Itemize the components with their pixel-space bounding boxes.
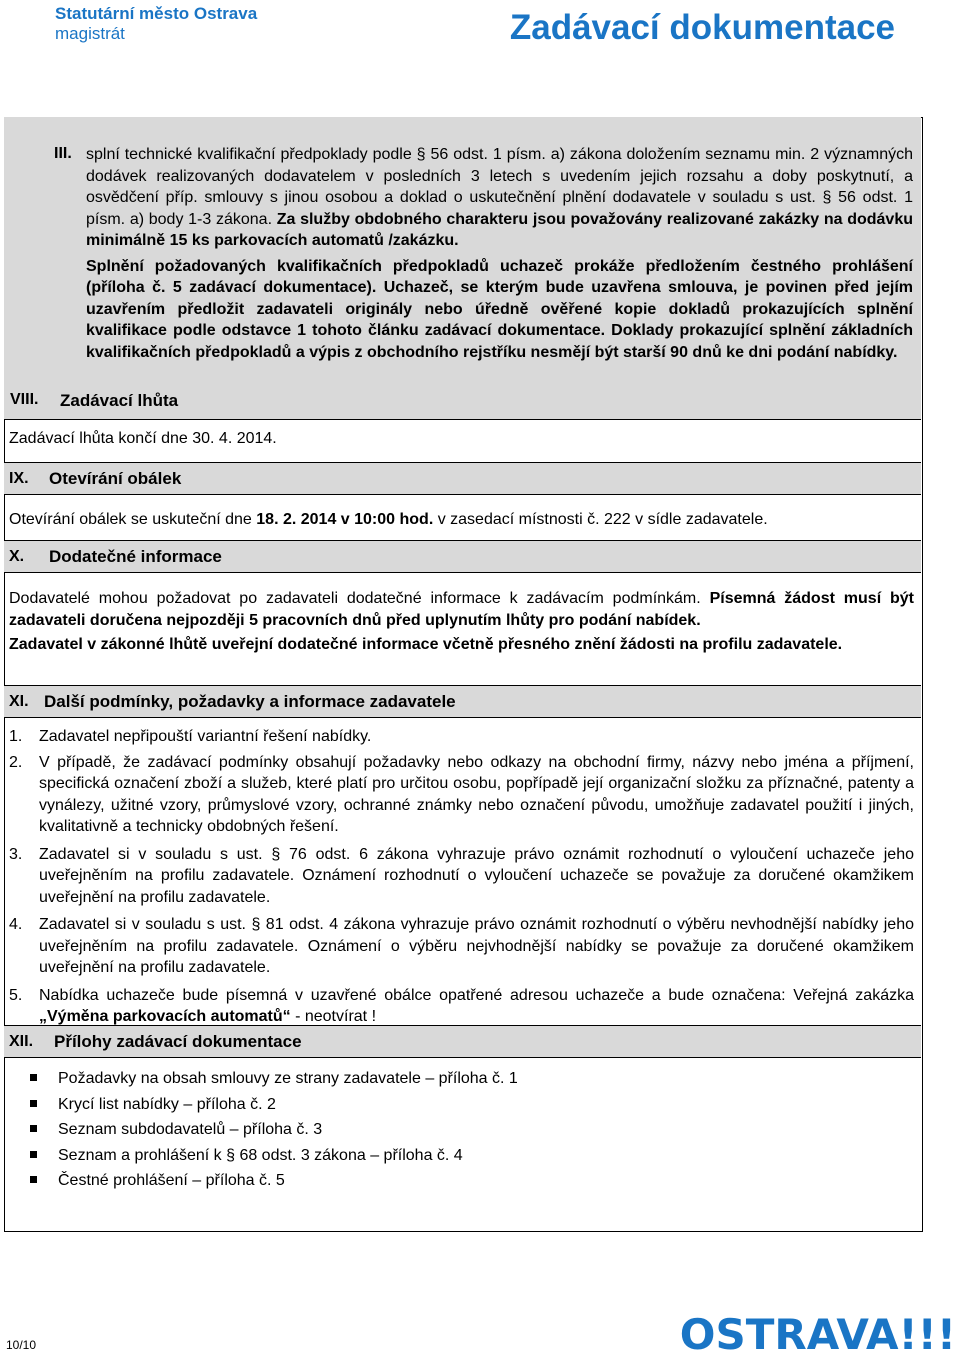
section-8-title: Zadávací lhůta xyxy=(60,391,179,410)
section-3-text1: splní technické kvalifikační předpoklady podle § 56 odst. 1 písm. a) zákona doložením seznamu min. 2 významných dodávek realizovaných dodavatelem v posledních 3 letech s uvedením jejich rozsahu a doby poskytnutí, a osvědčení příp. smlouvy s jinou osobou a doklad o uskutečnění plnění dodavatele v souladu s ust. § 56 odst. 1 písm. a) body 1-3 zákona. xyxy=(86,146,913,228)
list-item-number: 2. xyxy=(9,753,23,771)
attachment-item xyxy=(30,1092,518,1118)
ostrava-logo: OSTRAVA!!! xyxy=(679,1310,956,1359)
attachment-label: Požadavky na obsah smlouvy ze strany zadavatele – příloha č. 1 xyxy=(58,1070,518,1087)
section-11-list xyxy=(9,726,914,1032)
document-title: Zadávací dokumentace xyxy=(509,8,895,47)
section-10-number: X. xyxy=(9,548,25,565)
section-11-header xyxy=(4,685,921,718)
list-item xyxy=(9,844,914,909)
list-item-text: V případě, že zadávací podmínky obsahují požadavky nebo odkazy na obchodní firmy, názvy nebo jména a příjmení, specifická označení zboží a služeb, které platí pro určitou osobu, popřípadě její organizační složku za příznačné, patenty a vynálezy, užitné vzory, průmyslové vzory, ochranné známky nebo označení původu, umožňuje zadavatel použití i jiných, kvalitativně a technicky obdobných řešení. xyxy=(39,753,914,835)
attachment-item xyxy=(30,1066,518,1092)
section-11-title: Další podmínky, požadavky a informace zadavatele xyxy=(44,692,456,711)
section-12-header xyxy=(4,1025,921,1058)
list-item-number: 5. xyxy=(9,986,23,1004)
attachment-label: Seznam subdodavatelů – příloha č. 3 xyxy=(58,1121,323,1138)
list-item-text: Nabídka uchazeče bude písemná v uzavřené obálce opatřené adresou uchazeče a bude označena: Veřejná zakázka xyxy=(39,986,914,1004)
section-3-text1-bold: Za služby obdobného charakteru jsou považovány realizované zakázky na dodávku minimálně 15 ks parkovacích automatů /zakázku. xyxy=(86,210,913,249)
bullet-icon xyxy=(30,1100,37,1107)
section-8-number: VIII. xyxy=(10,391,39,408)
list-item-number: 3. xyxy=(9,845,23,863)
attachment-item xyxy=(30,1143,518,1169)
list-item-text: Zadavatel si v souladu s ust. § 76 odst. 6 zákona vyhrazuje právo oznámit rozhodnutí o vyloučení uchazeče jeho uveřejněním na profilu zadavatele. Oznámení rozhodnutí o vyloučení uchazeče se považuje za doručené okamžikem uveřejnění na profilu zadavatele. xyxy=(39,845,914,906)
section-9-header xyxy=(4,462,921,495)
attachment-label: Seznam a prohlášení k § 68 odst. 3 zákona – příloha č. 4 xyxy=(58,1146,463,1164)
section-10-text xyxy=(9,588,914,656)
section-10-text-b: Písemná žádost musí být zadavateli doručena nejpozději 5 pracovních dnů před uplynutím lhůty pro podání nabídek. xyxy=(9,590,914,629)
list-item-number: 4. xyxy=(9,916,23,933)
list-item-number: 1. xyxy=(9,728,23,745)
attachment-label: Krycí list nabídky – příloha č. 2 xyxy=(58,1095,276,1113)
list-item xyxy=(9,914,914,979)
header-sub: magistrát xyxy=(55,24,125,43)
attachment-label: Čestné prohlášení – příloha č. 5 xyxy=(58,1172,285,1189)
list-item xyxy=(9,985,914,1028)
list-item xyxy=(9,726,914,748)
bullet-icon xyxy=(30,1176,37,1183)
section-3-number: III. xyxy=(54,145,72,162)
bullet-icon xyxy=(30,1151,37,1158)
section-9-number: IX. xyxy=(9,470,29,487)
header-org-block xyxy=(55,4,257,44)
bullet-icon xyxy=(30,1074,37,1081)
bullet-icon xyxy=(30,1125,37,1132)
section-9-text-c: v zasedací místnosti č. 222 v sídle zadavatele. xyxy=(433,511,768,528)
section-10-title: Dodatečné informace xyxy=(49,547,222,566)
section-9-text xyxy=(9,509,914,531)
attachment-item xyxy=(30,1168,518,1194)
attachments-list xyxy=(30,1066,518,1194)
page-number: 10/10 xyxy=(6,1338,37,1352)
list-item-text: Zadavatel nepřipouští variantní řešení nabídky. xyxy=(39,728,372,745)
section-12-title: Přílohy zadávací dokumentace xyxy=(54,1032,302,1051)
section-3-text xyxy=(86,144,913,363)
contract-name: „Výměna parkovacích automatů“ xyxy=(39,1008,291,1025)
list-item xyxy=(9,752,914,838)
attachment-item xyxy=(30,1117,518,1143)
section-11-number: XI. xyxy=(9,693,29,710)
section-10-text-c: Zadavatel v zákonné lhůtě uveřejní dodatečné informace včetně přesného znění žádosti na profilu zadavatele. xyxy=(9,636,843,653)
section-9-title: Otevírání obálek xyxy=(49,469,182,488)
section-3-text2: Splnění požadovaných kvalifikačních předpokladů uchazeč prokáže předložením čestného prohlášení (příloha č. 5 zadávací dokumentace). Uchazeč, se kterým bude uzavřena smlouva, je povinen před jejím uzavřením předložit zadavateli originály nebo úředně ověřené kopie dokladů prokazujících splnění kvalifikace podle odstavce 1 tohoto článku zadávací dokumentace. Doklady prokazující splnění základních kvalifikačních předpokladů a výpis z obchodního rejstříku nesmějí být starší 90 dnů ke dni podání nabídky. xyxy=(86,257,913,361)
section-12-number: XII. xyxy=(9,1033,34,1050)
section-10-text-a: Dodavatelé mohou požadovat po zadavateli dodatečné informace k zadávacím podmínkám. xyxy=(9,590,710,607)
list-item-text-end: - neotvírat ! xyxy=(290,1008,377,1025)
section-9-text-a: Otevírání obálek se uskuteční dne xyxy=(9,511,257,528)
header-org: Statutární město Ostrava xyxy=(55,4,258,23)
section-3-block xyxy=(4,117,921,420)
section-10-header xyxy=(4,540,921,573)
list-item-text: Zadavatel si v souladu s ust. § 81 odst. 4 zákona vyhrazuje právo oznámit rozhodnutí o výběru nevhodnější nabídky jeho uveřejněním na profilu zadavatele. Oznámení o výběru nejvhodnější nabídky se považuje za doručené okamžikem uveřejnění na profilu zadavatele. xyxy=(39,916,914,976)
section-8-text: Zadávací lhůta končí dne 30. 4. 2014. xyxy=(9,430,277,447)
section-9-datetime: 18. 2. 2014 v 10:00 hod. xyxy=(256,511,434,528)
